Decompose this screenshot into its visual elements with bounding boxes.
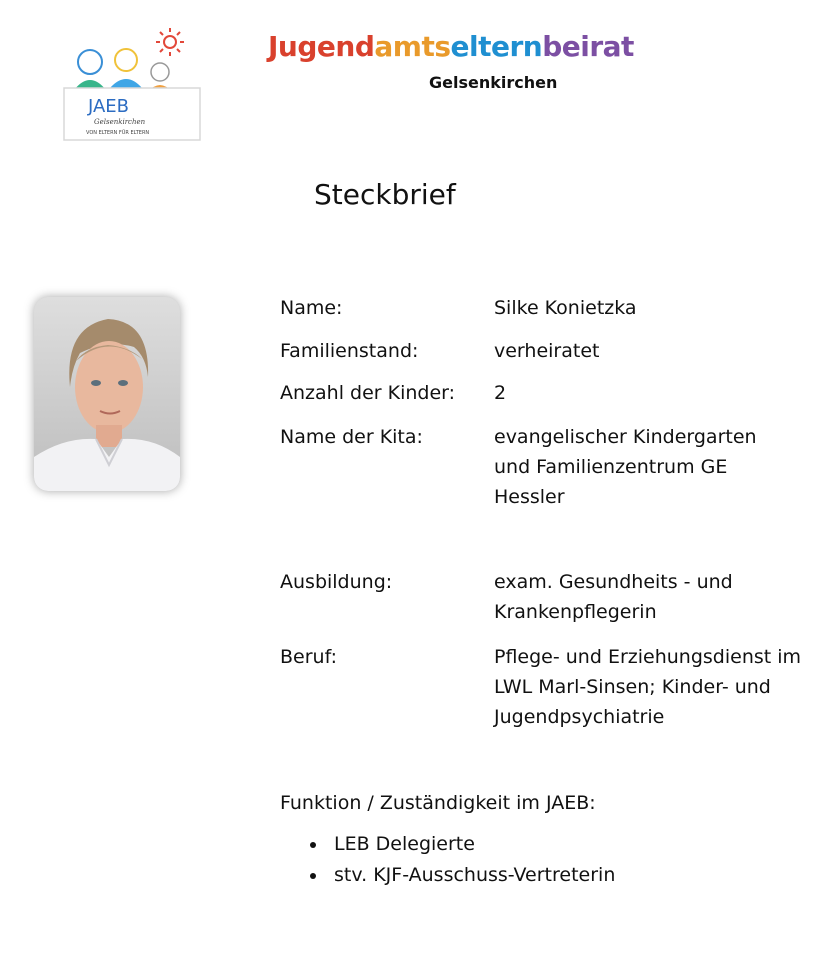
field-label: Name der Kita:	[280, 426, 423, 448]
field-value: 2	[494, 382, 507, 404]
sun-icon	[156, 28, 184, 56]
logo-tagline: VON ELTERN FÜR ELTERN	[86, 130, 150, 136]
field-label: Ausbildung:	[280, 571, 393, 593]
field-value: Pflege- und Erziehungsdienst im LWL Marl-Sinsen; Kinder- und Jugendpsychiatrie	[494, 646, 802, 728]
logo-text: JAEB	[88, 96, 130, 117]
field-label: Familienstand:	[280, 340, 419, 362]
field-value: exam. Gesundheits - und Krankenpflegerin	[494, 571, 733, 623]
list-item: LEB Delegierte	[310, 829, 615, 860]
field-label: Anzahl der Kinder:	[280, 382, 456, 404]
field-value: Silke Konietzka	[494, 297, 637, 319]
portrait-photo	[34, 297, 180, 491]
brand-part-4: beirat	[542, 30, 634, 63]
brand-city: Gelsenkirchen	[429, 73, 558, 92]
field-value: verheiratet	[494, 340, 600, 362]
function-label: Funktion / Zuständigkeit im JAEB:	[280, 792, 596, 814]
field-label: Name:	[280, 297, 343, 319]
page-title: Steckbrief	[314, 178, 456, 211]
brand-part-1: Jugend	[268, 30, 375, 63]
logo-subtitle: Gelsenkirchen	[94, 118, 146, 126]
field-value: evangelischer Kindergarten und Familienzentrum GE Hessler	[494, 426, 757, 508]
brand-part-2: amts	[374, 30, 451, 63]
children-icon	[74, 49, 172, 92]
function-list	[310, 829, 615, 891]
field-label: Beruf:	[280, 646, 337, 668]
jaeb-logo	[56, 22, 208, 144]
list-item: stv. KJF-Ausschuss-Vertreterin	[310, 860, 615, 891]
brand-part-3: eltern	[450, 30, 543, 63]
brand-name	[268, 30, 634, 63]
